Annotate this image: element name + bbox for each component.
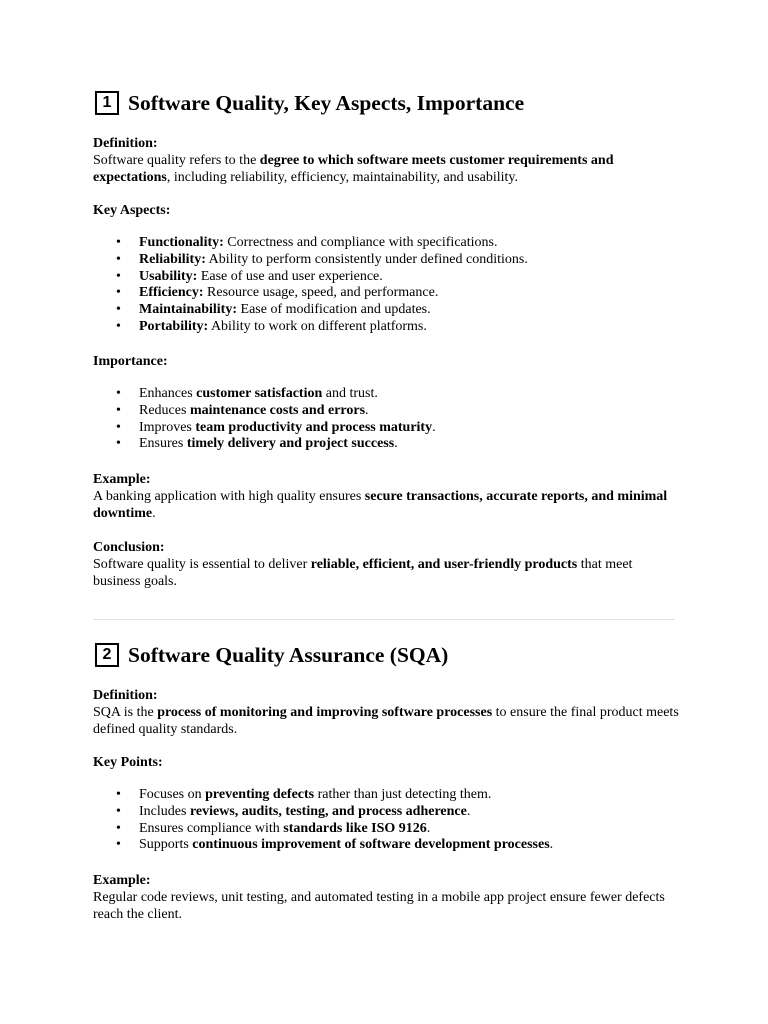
example-label: Example: <box>93 472 151 487</box>
definition-label: Definition: <box>93 136 158 151</box>
section-number-badge: 1 <box>95 91 119 115</box>
key-aspects-label: Key Aspects: <box>93 203 171 218</box>
list-item: • Efficiency: Resource usage, speed, and performance. <box>116 285 439 301</box>
section-2-title: Software Quality Assurance (SQA) <box>128 643 449 667</box>
list-item: • Enhances customer satisfaction and trust. <box>116 386 378 401</box>
section-number-badge: 2 <box>95 643 119 667</box>
list-item: • Usability: Ease of use and user experience. <box>116 268 383 284</box>
definition-label: Definition: <box>93 688 158 703</box>
section-1-heading <box>93 89 683 117</box>
conclusion-text: Software quality is essential to deliver reliable, efficient, and user-friendly products that meet business goals. <box>93 557 633 589</box>
list-item: • Functionality: Correctness and compliance with specifications. <box>116 235 498 250</box>
list-item: • Reduces maintenance costs and errors. <box>116 402 369 418</box>
key-points-label: Key Points: <box>93 755 163 770</box>
section-1-example <box>93 471 683 522</box>
key-points-list <box>93 787 683 854</box>
section-1-conclusion <box>93 539 683 590</box>
section-1-title: Software Quality, Key Aspects, Importance <box>128 91 525 115</box>
section-2-key-points <box>93 754 683 854</box>
importance-list <box>93 386 683 453</box>
key-aspects-list <box>93 235 683 336</box>
importance-label: Importance: <box>93 354 168 369</box>
definition-text: SQA is the process of monitoring and improving software processes to ensure the final product meets defined quality standards. <box>93 705 679 737</box>
example-text: Regular code reviews, unit testing, and automated testing in a mobile app project ensure fewer defects reach the client. <box>93 890 665 922</box>
section-1-definition <box>93 135 683 186</box>
section-divider <box>93 619 675 620</box>
conclusion-label: Conclusion: <box>93 540 165 555</box>
section-2-definition <box>93 687 683 738</box>
list-item: • Portability: Ability to work on different platforms. <box>116 318 427 334</box>
section-1-key-aspects <box>93 202 683 336</box>
list-item: • Ensures timely delivery and project success. <box>116 436 398 452</box>
list-item: • Includes reviews, audits, testing, and process adherence. <box>116 803 471 819</box>
definition-text: Software quality refers to the degree to which software meets customer requirements and expectations, including reliability, efficiency, maintainability, and usability. <box>93 153 614 185</box>
example-text: A banking application with high quality ensures secure transactions, accurate reports, and minimal downtime. <box>93 489 668 521</box>
section-2-example <box>93 872 683 923</box>
list-item: • Ensures compliance with standards like ISO 9126. <box>116 820 431 836</box>
list-item: • Maintainability: Ease of modification and updates. <box>116 302 431 318</box>
list-item: • Supports continuous improvement of software development processes. <box>116 837 554 853</box>
section-2-heading <box>93 641 683 669</box>
list-item: • Improves team productivity and process maturity. <box>116 419 436 435</box>
list-item: • Reliability: Ability to perform consistently under defined conditions. <box>116 251 528 267</box>
section-1-importance <box>93 353 683 453</box>
example-label: Example: <box>93 873 151 888</box>
list-item: • Focuses on preventing defects rather than just detecting them. <box>116 787 492 802</box>
